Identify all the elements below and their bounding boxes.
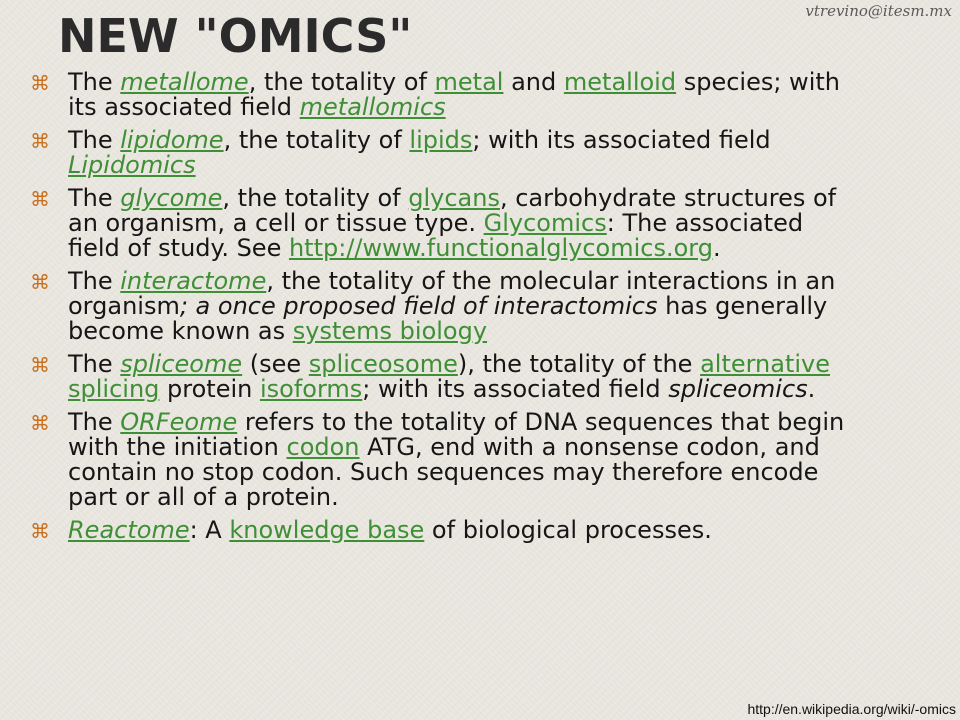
bullet-text: The — [68, 184, 121, 212]
bullet-text: ; a once proposed field of interactomics — [179, 292, 658, 320]
bullet-text: species; with its associated field — [68, 68, 840, 121]
bullet-marker-icon: ⌘ — [30, 187, 50, 211]
bullet-interactome — [30, 269, 860, 344]
link-glycome[interactable]: glycome — [120, 184, 223, 212]
bullet-marker-icon: ⌘ — [30, 129, 50, 153]
bullet-text: . — [807, 375, 816, 403]
bullet-marker-icon: ⌘ — [30, 71, 50, 95]
bullet-spliceome — [30, 352, 860, 402]
bullet-glycome — [30, 186, 860, 261]
link-reactome[interactable]: Reactome — [68, 516, 190, 544]
link-metallomics[interactable]: metallomics — [299, 93, 446, 121]
bullet-text: The — [68, 408, 121, 436]
bullet-list — [30, 70, 860, 551]
bullet-text: protein — [159, 375, 260, 403]
bullet-text: The — [68, 350, 121, 378]
link-alternative-splicing[interactable]: alternative splicing — [68, 350, 831, 403]
bullet-text: of biological processes. — [424, 516, 712, 544]
bullet-reactome — [30, 518, 860, 543]
link-isoforms[interactable]: isoforms — [259, 375, 363, 403]
bullet-text: , the totality of — [222, 184, 409, 212]
bullet-text: spliceomics — [668, 375, 808, 403]
bullet-marker-icon: ⌘ — [30, 270, 50, 294]
link-spliceosome[interactable]: spliceosome — [308, 350, 458, 378]
bullet-text: ATG, end with a nonsense codon, and contain no stop codon. Such sequences may therefore encode part or all of a protein. — [68, 433, 820, 511]
bullet-text: and — [503, 68, 564, 96]
link-lipidome[interactable]: lipidome — [120, 126, 224, 154]
link-lipids[interactable]: lipids — [409, 126, 473, 154]
bullet-text: has generally become known as — [68, 292, 828, 345]
bullet-marker-icon: ⌘ — [30, 519, 50, 543]
link-knowledge-base[interactable]: knowledge base — [229, 516, 425, 544]
link-glycomics[interactable]: Glycomics — [483, 209, 607, 237]
slide-title: NEW "OMICS" — [58, 9, 413, 63]
link-spliceome[interactable]: spliceome — [120, 350, 243, 378]
bullet-text: : The associated field of study. See — [68, 209, 804, 262]
bullet-text: , the totality of the molecular interactions in an organism — [68, 267, 836, 320]
link-http-www-functionalglycomics-org[interactable]: http://www.functionalglycomics.org — [288, 234, 713, 262]
link-orfeome[interactable]: ORFeome — [120, 408, 238, 436]
bullet-marker-icon: ⌘ — [30, 411, 50, 435]
bullet-text: The — [68, 68, 121, 96]
bullet-orfeome — [30, 410, 860, 510]
bullet-text: The — [68, 267, 121, 295]
author-email: vtrevino@itesm.mx — [805, 2, 952, 20]
bullet-text: ), the totality of the — [457, 350, 701, 378]
bullet-metallome — [30, 70, 860, 120]
bullet-text: , the totality of — [248, 68, 435, 96]
bullet-text: . — [712, 234, 721, 262]
bullet-text: ; with its associated field — [362, 375, 669, 403]
bullet-text: : A — [189, 516, 230, 544]
bullet-text: , carbohydrate structures of an organism, a cell or tissue type. — [68, 184, 837, 237]
link-glycans[interactable]: glycans — [408, 184, 500, 212]
bullet-text: The — [68, 126, 121, 154]
bullet-lipidome — [30, 128, 860, 178]
bullet-text: (see — [242, 350, 309, 378]
link-metal[interactable]: metal — [434, 68, 504, 96]
bullet-text: , the totality of — [223, 126, 410, 154]
source-url: http://en.wikipedia.org/wiki/-omics — [747, 701, 956, 717]
link-codon[interactable]: codon — [286, 433, 360, 461]
bullet-marker-icon: ⌘ — [30, 353, 50, 377]
bullet-text: ; with its associated field — [472, 126, 771, 154]
link-systems-biology[interactable]: systems biology — [292, 317, 488, 345]
link-metallome[interactable]: metallome — [120, 68, 249, 96]
link-lipidomics[interactable]: Lipidomics — [68, 151, 196, 179]
link-metalloid[interactable]: metalloid — [563, 68, 677, 96]
bullet-text: refers to the totality of DNA sequences that begin with the initiation — [68, 408, 845, 461]
link-interactome[interactable]: interactome — [120, 267, 267, 295]
